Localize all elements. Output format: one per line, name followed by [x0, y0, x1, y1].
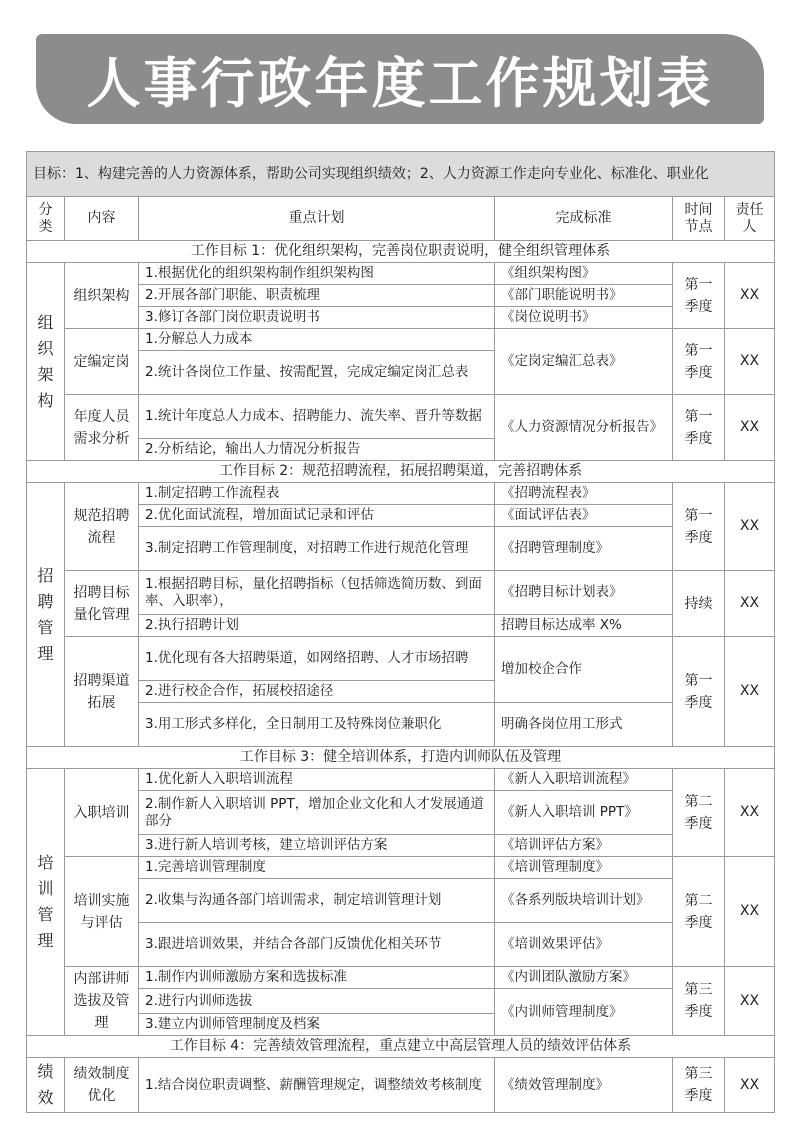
standard-item: 《培训效果评估》: [495, 923, 673, 967]
owner-cell: XX: [725, 263, 775, 329]
standard-item: 《人力资源情况分析报告》: [495, 395, 673, 461]
time-cell: 第一季度: [673, 329, 725, 395]
content-cell: 绩效制度优化: [65, 1058, 139, 1113]
page-title: 人事行政年度工作规划表: [86, 51, 714, 115]
plan-item: 3.进行新人培训考核，建立培训评估方案: [139, 835, 495, 857]
standard-item: 《新人入职培训流程》: [495, 769, 673, 791]
owner-cell: XX: [725, 483, 775, 571]
standard-item: 招聘目标达成率 X%: [495, 615, 673, 637]
owner-cell: XX: [725, 1058, 775, 1113]
content-cell: 规范招聘流程: [65, 483, 139, 571]
time-cell: 第一季度: [673, 483, 725, 571]
plan-item: 3.跟进培训效果，并结合各部门反馈优化相关环节: [139, 923, 495, 967]
plan-item: 2.进行校企合作，拓展校招途径: [139, 681, 495, 703]
owner-cell: XX: [725, 395, 775, 461]
category-cell: 绩效: [27, 1058, 65, 1113]
category-cell: 组织架构: [27, 263, 65, 461]
plan-item: 1.制定招聘工作流程表: [139, 483, 495, 505]
plan-item: 1.根据招聘目标，量化招聘指标（包括筛选简历数、到面率、入职率），: [139, 571, 495, 615]
objective-row: 工作目标 2：规范招聘流程，拓展招聘渠道，完善招聘体系: [27, 461, 775, 483]
header-category: 分类: [27, 197, 65, 241]
plan-item: 1.结合岗位职责调整、薪酬管理规定，调整绩效考核制度: [139, 1058, 495, 1113]
standard-item: 明确各岗位用工形式: [495, 703, 673, 747]
owner-cell: XX: [725, 329, 775, 395]
content-cell: 招聘目标量化管理: [65, 571, 139, 637]
category-cell: 培训管理: [27, 769, 65, 1036]
objective-row: 工作目标 4：完善绩效管理流程，重点建立中高层管理人员的绩效评估体系: [27, 1036, 775, 1058]
work-plan-table: [26, 151, 775, 1113]
standard-item: 《培训评估方案》: [495, 835, 673, 857]
standard-item: 《部门职能说明书》: [495, 285, 673, 307]
content-cell: 培训实施与评估: [65, 857, 139, 967]
standard-item: 《绩效管理制度》: [495, 1058, 673, 1113]
plan-item: 1.统计年度总人力成本、招聘能力、流失率、晋升等数据: [139, 395, 495, 439]
header-content: 内容: [65, 197, 139, 241]
plan-item: 1.优化新人入职培训流程: [139, 769, 495, 791]
plan-item: 2.制作新人入职培训 PPT，增加企业文化和人才发展通道部分: [139, 791, 495, 835]
owner-cell: XX: [725, 637, 775, 747]
content-cell: 定编定岗: [65, 329, 139, 395]
standard-item: 《面试评估表》: [495, 505, 673, 527]
objective-row: 工作目标 1：优化组织架构，完善岗位职责说明，健全组织管理体系: [27, 241, 775, 263]
time-cell: 第一季度: [673, 637, 725, 747]
standard-item: 《招聘目标计划表》: [495, 571, 673, 615]
header-plan: 重点计划: [139, 197, 495, 241]
content-cell: 招聘渠道拓展: [65, 637, 139, 747]
standard-item: 《招聘流程表》: [495, 483, 673, 505]
standard-item: 《各系列版块培训计划》: [495, 879, 673, 923]
time-cell: 第二季度: [673, 857, 725, 967]
standard-item: 《培训管理制度》: [495, 857, 673, 879]
plan-item: 2.优化面试流程，增加面试记录和评估: [139, 505, 495, 527]
plan-item: 1.根据优化的组织架构制作组织架构图: [139, 263, 495, 285]
plan-item: 2.执行招聘计划: [139, 615, 495, 637]
plan-item: 3.制定招聘工作管理制度，对招聘工作进行规范化管理: [139, 527, 495, 571]
owner-cell: XX: [725, 769, 775, 857]
content-cell: 组织架构: [65, 263, 139, 329]
plan-item: 1.制作内训师激励方案和选拔标准: [139, 967, 495, 989]
title-banner: [36, 34, 764, 124]
header-time: 时间节点: [673, 197, 725, 241]
plan-item: 3.用工形式多样化，全日制用工及特殊岗位兼职化: [139, 703, 495, 747]
standard-item: 《岗位说明书》: [495, 307, 673, 329]
objective-row: 工作目标 3：健全培训体系，打造内训师队伍及管理: [27, 747, 775, 769]
standard-item: 《内训团队激励方案》: [495, 967, 673, 989]
time-cell: 第一季度: [673, 263, 725, 329]
time-cell: 第一季度: [673, 395, 725, 461]
owner-cell: XX: [725, 967, 775, 1036]
content-cell: 年度人员需求分析: [65, 395, 139, 461]
content-cell: 入职培训: [65, 769, 139, 857]
plan-item: 1.完善培训管理制度: [139, 857, 495, 879]
plan-item: 3.建立内训师管理制度及档案: [139, 1014, 495, 1036]
standard-item: 《新人入职培训 PPT》: [495, 791, 673, 835]
standard-item: 《定岗定编汇总表》: [495, 329, 673, 395]
plan-item: 1.分解总人力成本: [139, 329, 495, 351]
plan-item: 2.收集与沟通各部门培训需求，制定培训管理计划: [139, 879, 495, 923]
standard-item: 《招聘管理制度》: [495, 527, 673, 571]
standard-item: 《内训师管理制度》: [495, 989, 673, 1036]
owner-cell: XX: [725, 571, 775, 637]
plan-item: 2.统计各岗位工作量、按需配置，完成定编定岗汇总表: [139, 351, 495, 395]
plan-item: 3.修订各部门岗位职责说明书: [139, 307, 495, 329]
goal-statement: 目标：1、构建完善的人力资源体系，帮助公司实现组织绩效；2、人力资源工作走向专业化、标准化、职业化: [27, 152, 775, 197]
standard-item: 增加校企合作: [495, 637, 673, 703]
category-cell: 招聘管理: [27, 483, 65, 747]
time-cell: 第三季度: [673, 967, 725, 1036]
plan-item: 2.进行内训师选拔: [139, 989, 495, 1014]
time-cell: 第二季度: [673, 769, 725, 857]
header-owner: 责任人: [725, 197, 775, 241]
content-cell: 内部讲师选拔及管理: [65, 967, 139, 1036]
plan-item: 1.优化现有各大招聘渠道，如网络招聘、人才市场招聘: [139, 637, 495, 681]
plan-item: 2.开展各部门职能、职责梳理: [139, 285, 495, 307]
time-cell: 持续: [673, 571, 725, 637]
owner-cell: XX: [725, 857, 775, 967]
standard-item: 《组织架构图》: [495, 263, 673, 285]
header-standard: 完成标准: [495, 197, 673, 241]
time-cell: 第三季度: [673, 1058, 725, 1113]
plan-item: 2.分析结论，输出人力情况分析报告: [139, 439, 495, 461]
